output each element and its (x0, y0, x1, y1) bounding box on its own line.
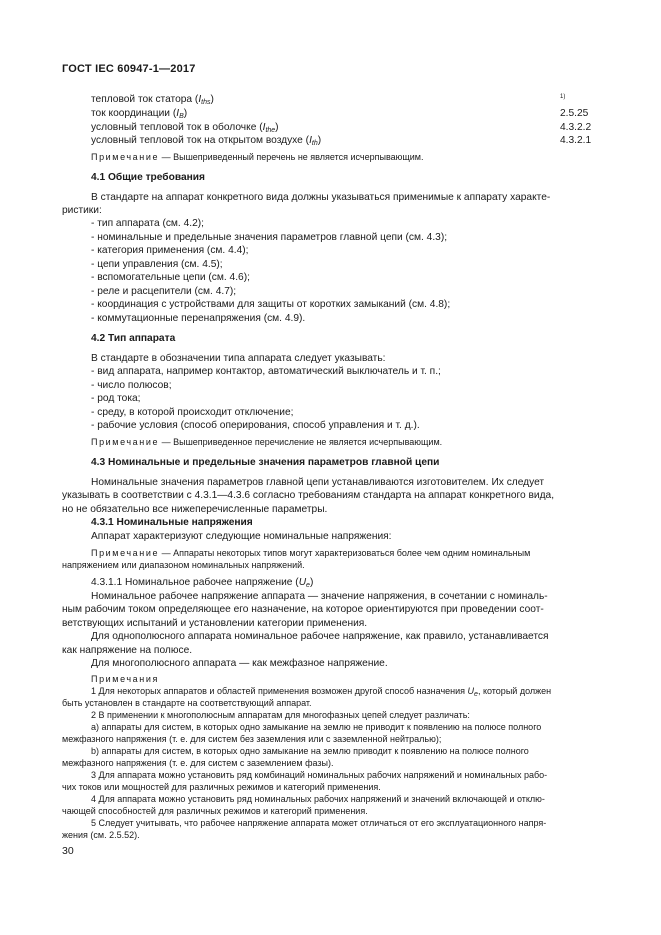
subsection-heading: 4.3.1 Номинальные напряжения (91, 517, 253, 528)
note: напряжением или диапазоном номинальных напряжений. (62, 560, 305, 570)
note: Примечание — Вышеприведенное перечисление не является исчерпывающим. (91, 437, 443, 447)
note: быть установлен в стандарте на соответствующий аппарат. (62, 698, 312, 708)
list-item: - вид аппарата, например контактор, автоматический выключатель и т. п.; (91, 366, 441, 377)
note: a) аппараты для систем, в которых одно замыкание на землю не приводит к появлению на полюсе полного (91, 722, 542, 732)
symbol-ref: 4.3.2.1 (560, 135, 592, 146)
section-heading: 4.3 Номинальные и предельные значения параметров главной цепи (91, 457, 440, 468)
list-item: - номинальные и предельные значения параметров главной цепи (см. 4.3); (91, 232, 448, 243)
page-number: 30 (62, 845, 74, 857)
list-item: - вспомогательные цепи (см. 4.6); (91, 272, 250, 283)
section-heading: 4.1 Общие требования (91, 172, 205, 183)
list-item: - реле и расцепители (см. 4.7); (91, 286, 237, 297)
note: чих токов или мощностей для различных режимов и категорий применения. (62, 782, 381, 792)
paragraph: указывать в соответствии с 4.3.1—4.3.6 согласно требованиям стандарта на аппарат конкретного вида, (62, 490, 555, 501)
note: Примечание — Вышеприведенный перечень не является исчерпывающим. (91, 152, 424, 162)
paragraph: но не обязательно все нижеперечисленные параметры. (62, 504, 328, 515)
paragraph: Для многополюсного аппарата — как межфазное напряжение. (91, 658, 388, 669)
note: Примечание — Аппараты некоторых типов могут характеризоваться более чем одним номинальным (91, 548, 531, 558)
notes-label: Примечания (91, 674, 159, 684)
symbol-ref: 2.5.25 (560, 108, 589, 119)
list-item: - коммутационные перенапряжения (см. 4.9). (91, 313, 306, 324)
list-item: - рабочие условия (способ оперирования, способ управления и т. д.). (91, 420, 420, 431)
list-item: - координация с устройствами для защиты от коротких замыканий (см. 4.8); (91, 299, 451, 310)
paragraph: Номинальное рабочее напряжение аппарата — значение напряжения, в сочетании с номиналь- (91, 591, 548, 602)
list-item: - цепи управления (см. 4.5); (91, 259, 223, 270)
symbol-ref: 1) (560, 94, 566, 100)
list-item: - число полюсов; (91, 380, 172, 391)
symbol-ref: 4.3.2.2 (560, 122, 592, 133)
list-item: - категория применения (см. 4.4); (91, 245, 249, 256)
paragraph: В стандарте в обозначении типа аппарата следует указывать: (91, 353, 386, 364)
paragraph: как напряжение на полюсе. (62, 645, 193, 656)
paragraph: Аппарат характеризуют следующие номинальные напряжения: (91, 531, 392, 542)
list-item: - среду, в которой происходит отключение; (91, 407, 294, 418)
note: b) аппараты для систем, в которых одно замыкание на землю приводит к появлению на полюсе полного (91, 746, 529, 756)
symbol-row: ток координации $(I_B)$ (91, 108, 188, 120)
note: 3 Для аппарата можно установить ряд комбинаций номинальных рабочих напряжений и номинальных рабо- (91, 770, 548, 780)
paragraph: ным рабочим током определяющее его назначение, на которое ориентируются при проведении соот- (62, 604, 544, 615)
section-heading: 4.2 Тип аппарата (91, 333, 176, 344)
paragraph: Номинальные значения параметров главной цепи устанавливаются изготовителем. Их следует (91, 477, 545, 488)
symbol-row: тепловой ток статора $(I_{ths})$ (91, 94, 214, 106)
note: межфазного напряжения (т. е. для систем с заземлением фазы). (62, 758, 334, 768)
paragraph: Для однополюсного аппарата номинальное рабочее напряжение, как правило, устанавливается (91, 631, 549, 642)
list-item: - род тока; (91, 393, 141, 404)
symbol-row: условный тепловой ток в оболочке $(I_{the})$ (91, 122, 279, 134)
paragraph: ветствующих испытаний и установлении категории применения. (62, 618, 368, 629)
subsection-heading: 4.3.1.1 Номинальное рабочее напряжение $(U_e)$ (91, 577, 314, 589)
note: 4 Для аппарата можно установить ряд номинальных рабочих напряжений и значений включающей и отклю- (91, 794, 545, 804)
note: 1 Для некоторых аппаратов и областей применения возможен другой способ назначения $U_e$, который должен (91, 686, 552, 698)
note: межфазного напряжения (т. е. для систем без заземления или с заземленной нейтралью); (62, 734, 442, 744)
note: 2 В применении к многополюсным аппаратам для многофазных цепей следует различать: (91, 710, 470, 720)
list-item: - тип аппарата (см. 4.2); (91, 218, 204, 229)
paragraph: ристики: (62, 205, 102, 216)
note: жения (см. 2.5.52). (62, 830, 140, 840)
document-header: ГОСТ IEC 60947-1—2017 (62, 63, 196, 75)
note: чающей способностей для различных режимов и категорий применения. (62, 806, 368, 816)
paragraph: В стандарте на аппарат конкретного вида должны указываться применимые к аппарату характе- (91, 192, 551, 203)
symbol-row: условный тепловой ток на открытом воздухе $(I_{th})$ (91, 135, 322, 147)
note: 5 Следует учитывать, что рабочее напряжение аппарата может отличаться от его эксплуатационного напря- (91, 818, 547, 828)
